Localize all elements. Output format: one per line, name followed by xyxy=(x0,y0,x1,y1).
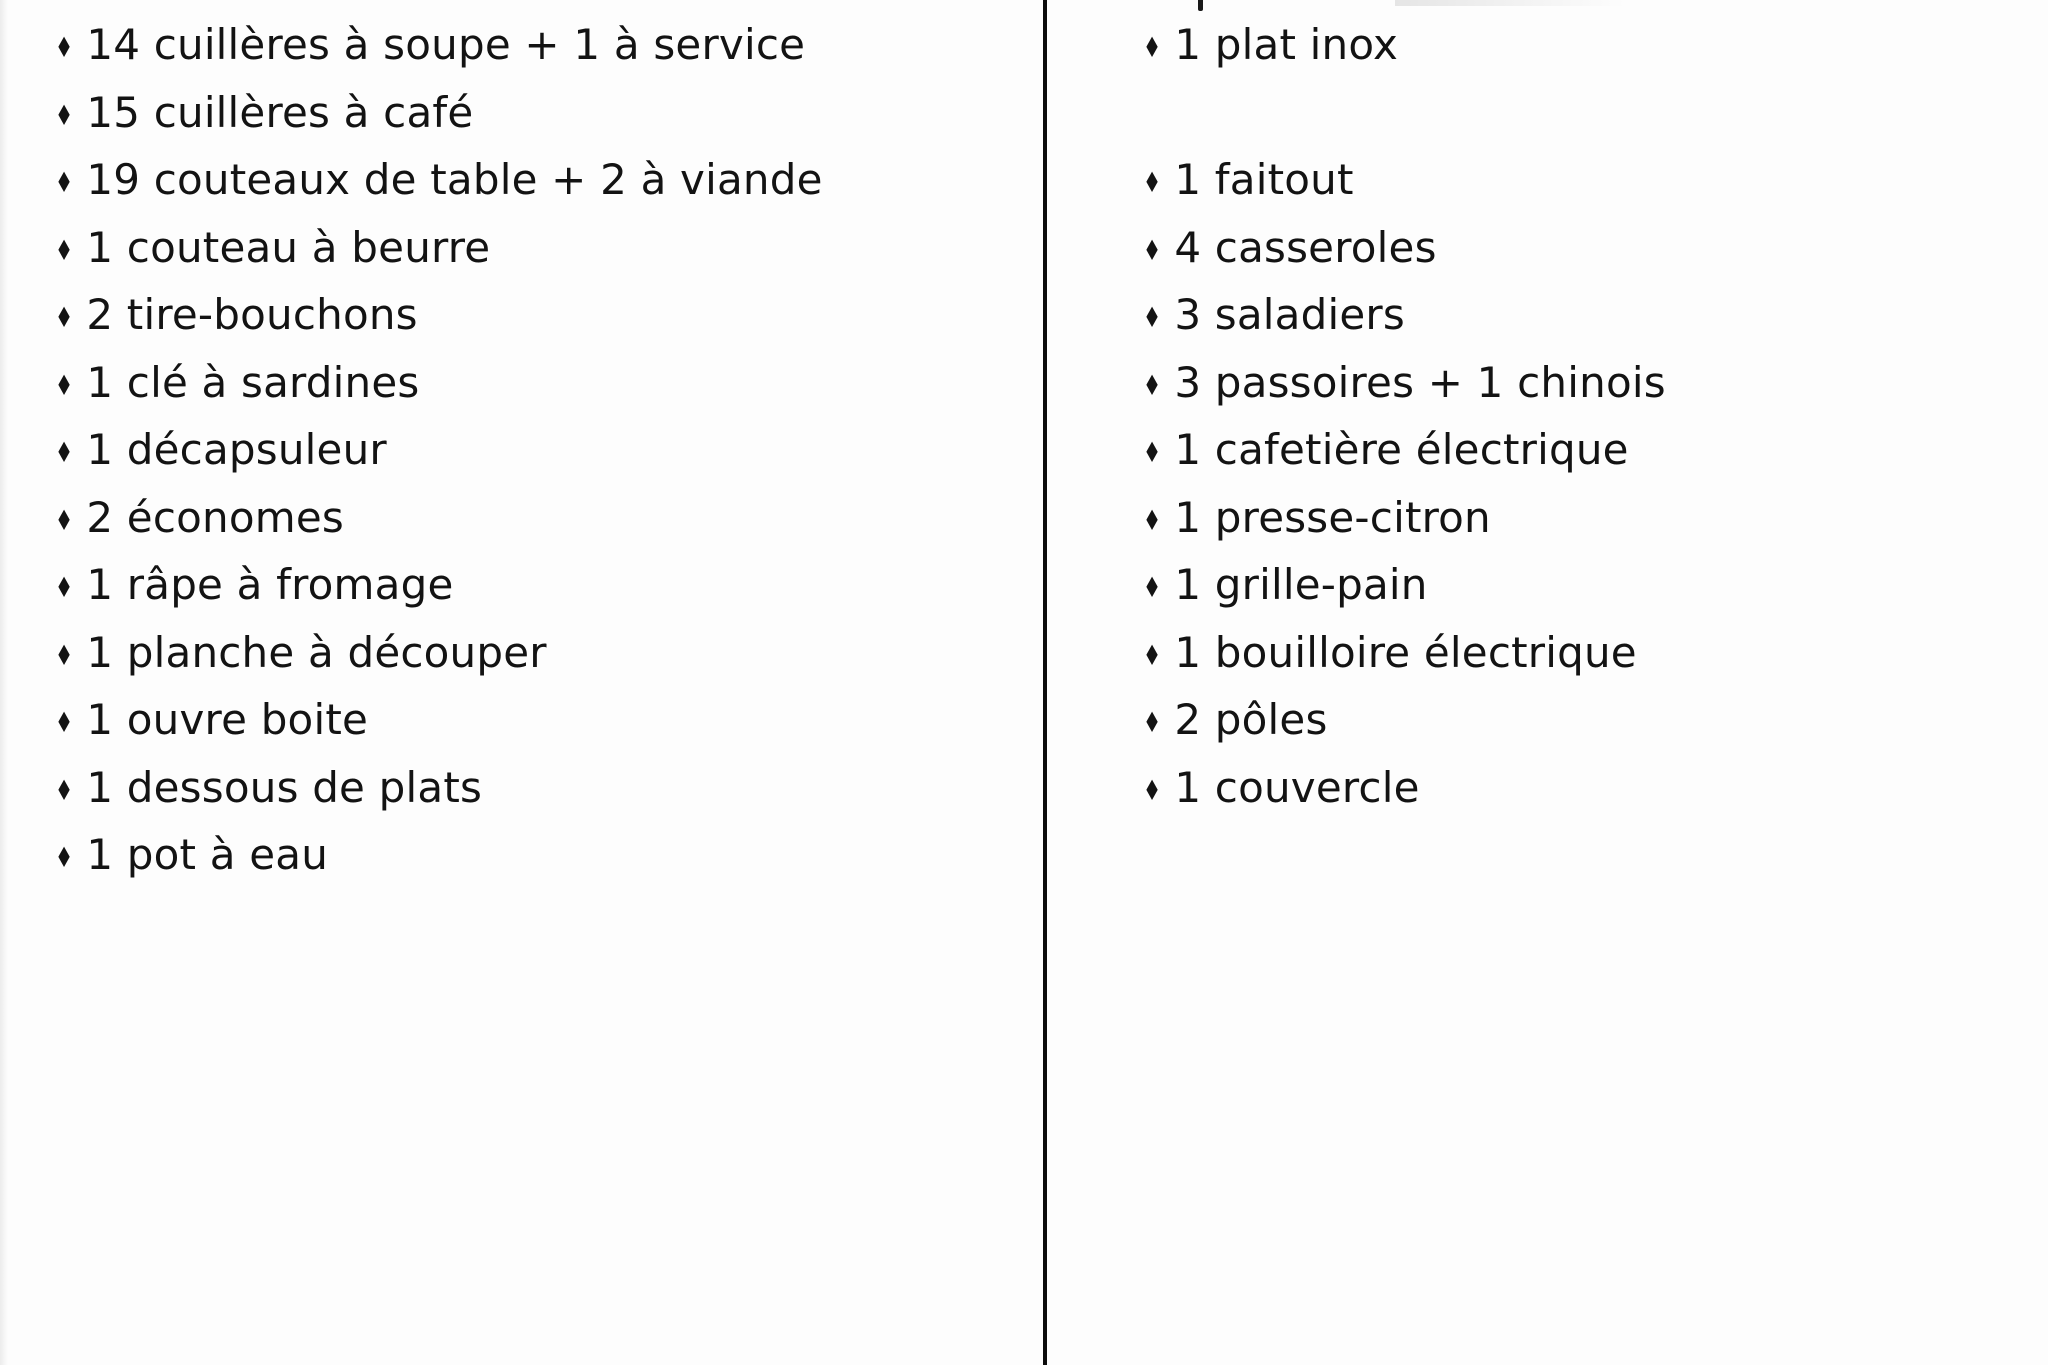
diamond-bullet-icon: ♦ xyxy=(1143,233,1162,267)
list-item-text: 4 casseroles xyxy=(1174,222,1437,272)
diamond-bullet-icon: ♦ xyxy=(55,841,74,874)
list-item xyxy=(55,349,823,417)
list-item xyxy=(1143,281,1666,349)
diamond-bullet-icon: ♦ xyxy=(55,368,74,402)
clipped-text-smudge xyxy=(1395,0,1625,6)
diamond-bullet-icon: ♦ xyxy=(55,706,74,739)
list-item xyxy=(55,79,823,147)
list-item-text: 1 presse-citron xyxy=(1174,492,1491,542)
diamond-bullet-icon: ♦ xyxy=(1143,503,1162,537)
column-divider-line xyxy=(1043,0,1047,1365)
list-item-text: 1 dessous de plats xyxy=(86,762,483,812)
diamond-bullet-icon: ♦ xyxy=(55,638,74,672)
diamond-bullet-icon: ♦ xyxy=(55,98,74,132)
list-item-text: 1 ouvre boite xyxy=(86,695,369,744)
list-item-text: 3 passoires + 1 chinois xyxy=(1174,357,1666,407)
list-item-text: 3 saladiers xyxy=(1174,290,1405,339)
list-item-text: 1 clé à sardines xyxy=(86,357,420,407)
list-item-text: 1 cafetière électrique xyxy=(1174,425,1629,474)
diamond-bullet-icon: ♦ xyxy=(1143,571,1162,604)
list-item-text: 1 plat inox xyxy=(1174,20,1399,69)
blank-line xyxy=(1143,79,1666,147)
list-item xyxy=(1143,754,1666,822)
list-item xyxy=(55,484,823,552)
list-item xyxy=(1143,146,1666,214)
right-column-list xyxy=(1143,11,1666,821)
diamond-bullet-icon: ♦ xyxy=(55,503,74,537)
list-item xyxy=(55,146,823,214)
list-item xyxy=(55,686,823,754)
diamond-bullet-icon: ♦ xyxy=(55,301,74,334)
list-item xyxy=(1143,214,1666,282)
list-item-text: 1 bouilloire électrique xyxy=(1174,627,1637,677)
list-item xyxy=(55,821,823,889)
diamond-bullet-icon: ♦ xyxy=(1143,638,1162,672)
list-item xyxy=(55,281,823,349)
list-item xyxy=(55,214,823,282)
diamond-bullet-icon: ♦ xyxy=(55,773,74,807)
list-item-text: 1 couvercle xyxy=(1174,762,1420,812)
list-item xyxy=(1143,619,1666,687)
diamond-bullet-icon: ♦ xyxy=(55,436,74,469)
list-item-text: 15 cuillères à café xyxy=(86,87,474,137)
diamond-bullet-icon: ♦ xyxy=(1143,773,1162,807)
list-item xyxy=(55,754,823,822)
diamond-bullet-icon: ♦ xyxy=(1143,436,1162,469)
diamond-bullet-icon: ♦ xyxy=(1143,706,1162,739)
diamond-bullet-icon: ♦ xyxy=(55,233,74,267)
list-item-text: 1 couteau à beurre xyxy=(86,222,491,272)
list-item xyxy=(55,619,823,687)
list-item-text: 2 tire-bouchons xyxy=(86,290,418,339)
list-item xyxy=(1143,484,1666,552)
list-item xyxy=(1143,686,1666,754)
list-item xyxy=(55,11,823,79)
diamond-bullet-icon: ♦ xyxy=(1143,368,1162,402)
list-item-text: 1 décapsuleur xyxy=(86,425,387,474)
list-item xyxy=(1143,551,1666,619)
clipped-text-fragment xyxy=(1198,0,1203,11)
left-column-list xyxy=(55,11,823,889)
list-item-text: 2 pôles xyxy=(1174,695,1328,744)
list-item xyxy=(1143,416,1666,484)
diamond-bullet-icon: ♦ xyxy=(55,31,74,64)
list-item-text: 1 faitout xyxy=(1174,155,1354,204)
list-item-text: 2 économes xyxy=(86,492,344,542)
diamond-bullet-icon: ♦ xyxy=(1143,31,1162,64)
list-item-text: 1 grille-pain xyxy=(1174,560,1428,609)
diamond-bullet-icon: ♦ xyxy=(55,571,74,604)
list-item xyxy=(1143,349,1666,417)
diamond-bullet-icon: ♦ xyxy=(1143,166,1162,199)
list-item-text: 14 cuillères à soupe + 1 à service xyxy=(86,20,806,69)
list-item xyxy=(55,416,823,484)
list-item-text: 1 râpe à fromage xyxy=(86,560,454,609)
list-item-text: 1 pot à eau xyxy=(86,830,329,879)
list-item xyxy=(1143,11,1666,79)
list-item xyxy=(55,551,823,619)
diamond-bullet-icon: ♦ xyxy=(55,166,74,199)
list-item-text: 1 planche à découper xyxy=(86,627,547,677)
diamond-bullet-icon: ♦ xyxy=(1143,301,1162,334)
list-item-text: 19 couteaux de table + 2 à viande xyxy=(86,155,823,204)
